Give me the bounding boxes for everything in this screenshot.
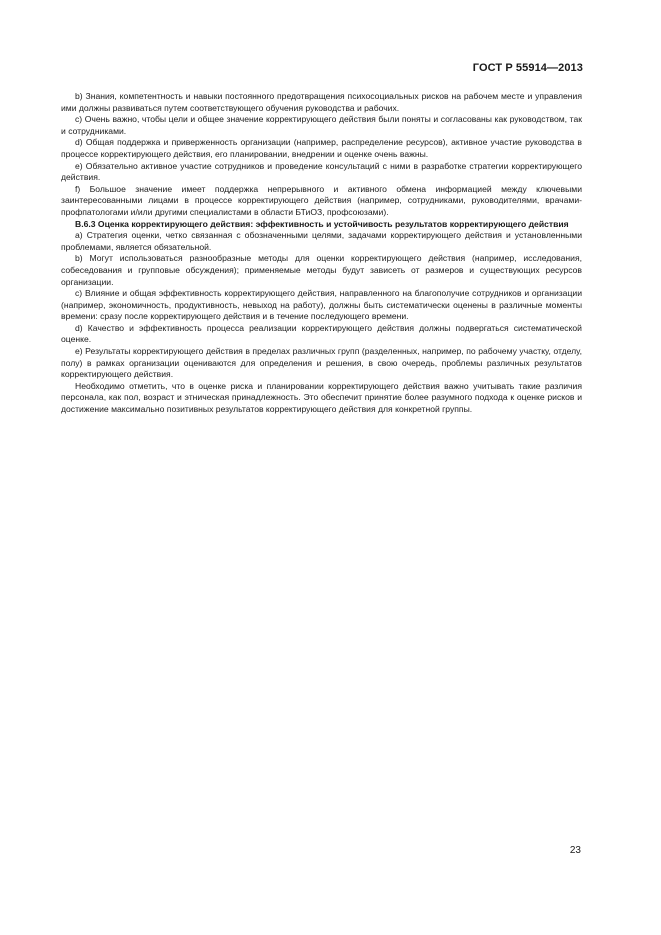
paragraph-d-support: d) Общая поддержка и приверженность организации (например, распределение ресурсов), активное участие руководства в процессе корректирующего действия, его планировании, внедрении и оценке очень важны. — [61, 137, 582, 159]
paragraph-d-quality: d) Качество и эффективность процесса реализации корректирующего действия должны подвергаться систематической оценке. — [61, 322, 582, 345]
paragraph-c-impact: c) Влияние и общая эффективность корректирующего действия, направленного на благополучие сотрудников и организации (например, экономичность, продуктивность, невыход на работу), должны быть систематически оценены в различные моменты времени: сразу после корректирующего действия и в течение последующего времени. — [61, 288, 582, 322]
paragraph-b-knowledge: b) Знания, компетентность и навыки постоянного предотвращения психосоциальных рисков на рабочем месте и управления ими должны развиваться путем соответствующего обучения руководства и рабочих. — [61, 91, 582, 113]
paragraph-e-participation: e) Обязательно активное участие сотрудников и проведение консультаций с ними в разработке стратегии корректирующего действия. — [61, 160, 582, 183]
paragraph-b-methods: b) Могут использоваться разнообразные методы для оценки корректирующего действия (например, исследования, собеседования и групповые обсуждения); применяемые методы будут зависеть от размеров и существующих ресурсов организации. — [61, 253, 582, 287]
document-body — [61, 91, 582, 416]
paragraph-c-goals: c) Очень важно, чтобы цели и общее значение корректирующего действия были поняты и согласованы как руководством, так и сотрудниками. — [61, 114, 582, 136]
paragraph-f-communication: f) Большое значение имеет поддержка непрерывного и активного обмена информацией между ключевыми заинтересованными лицами в процессе корректирующего действия (например, сотрудниками, руководителями, врачами-профпатологами и/или другими специалистами в области БТиОЗ, профсоюзами). — [61, 183, 582, 217]
paragraph-e-results: e) Результаты корректирующего действия в пределах различных групп (разделенных, например, по рабочему участку, отделу, полу) в рамках организации оцениваются для определения и решения, в свою очередь, проблемы различных результатов корректирующего действия. — [61, 346, 582, 380]
paragraph-a-strategy: a) Стратегия оценки, четко связанная с обозначенными целями, задачами корректирующего действия и установленными проблемами, является обязательной. — [61, 230, 582, 252]
standard-header: ГОСТ Р 55914—2013 — [472, 62, 583, 74]
paragraph-note: Необходимо отметить, что в оценке риска и планировании корректирующего действия важно учитывать такие различия персонала, как пол, возраст и этническая принадлежность. Это обеспечит принятие более разумного подхода к оценке рисков и достижение максимально позитивных результатов корректирующего действия для конкретной группы. — [61, 380, 582, 415]
section-heading-b63: В.6.3 Оценка корректирующего действия: эффективность и устойчивость результатов корректирующего действия — [75, 218, 569, 229]
page-number: 23 — [569, 845, 581, 856]
